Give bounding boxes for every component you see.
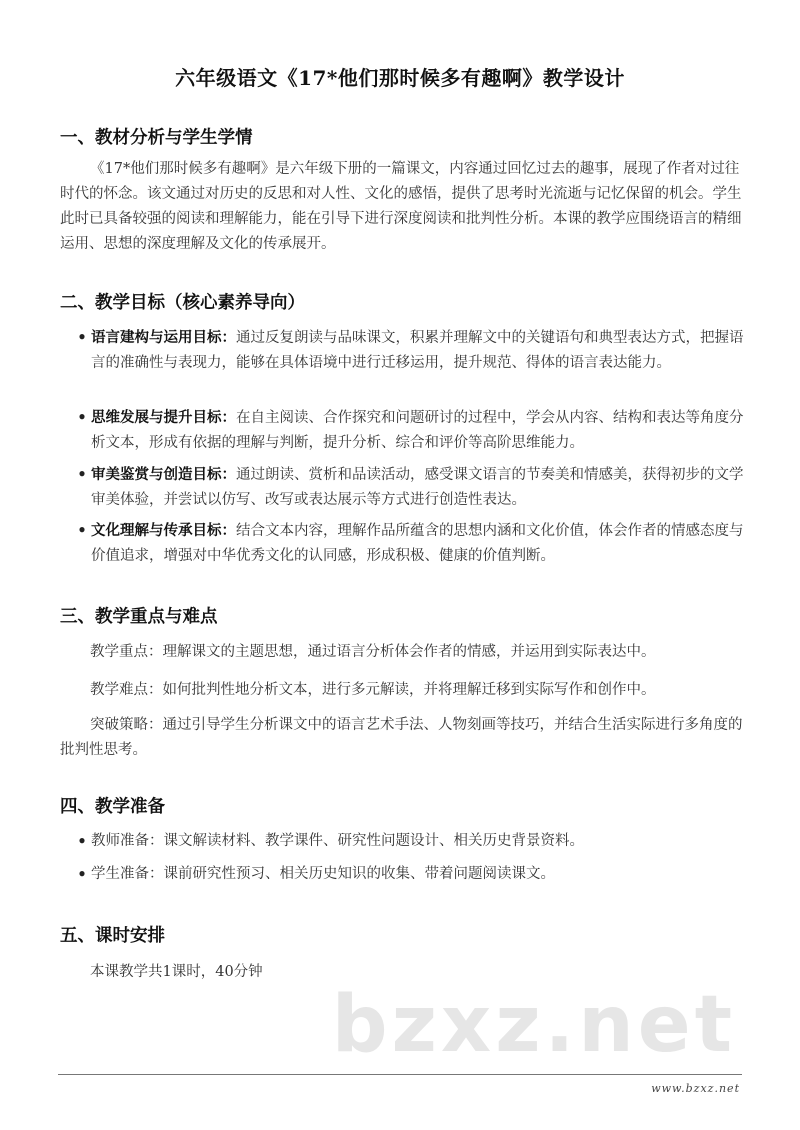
objective-label: 审美鉴赏与创造目标：: [91, 466, 236, 483]
objective-text: 通过朗读、赏析和品读活动，感受课文语言的节奏美和情感美，获得初步的文学审美体验，并尝试以仿写、改写或表达展示等方式进行创造性表达。: [91, 467, 744, 508]
footer-divider: [58, 1074, 742, 1075]
footer-url: www.bzxz.net: [651, 1082, 740, 1095]
preparation-text: 学生准备：课前研究性预习、相关历史知识的收集、带着问题阅读课文。: [91, 866, 555, 882]
preparation-item: [75, 862, 750, 887]
bullet-dot: •: [77, 466, 87, 483]
section-heading-5: 五、课时安排: [60, 926, 165, 946]
section-1-paragraph: 《17*他们那时候多有趣啊》是六年级下册的一篇课文，内容通过回忆过去的趣事，展现了作者对过往时代的怀念。该文通过对历史的反思和对人性、文化的感悟，提供了思考时光流逝与记忆保留的机会。学生此时已具备较强的阅读和理解能力，能在引导下进行深度阅读和批判性分析。本课的教学应围绕语言的精细运用、思想的深度理解及文化的传承展开。: [60, 161, 742, 252]
document-title: 六年级语文《17*他们那时候多有趣啊》教学设计: [175, 66, 625, 90]
preparation-text: 教师准备：课文解读材料、教学课件、研究性问题设计、相关历史背景资料。: [91, 833, 584, 849]
bullet-dot: •: [77, 329, 87, 346]
section-heading-2: 二、教学目标（核心素养导向）: [60, 293, 305, 313]
section-heading-1: 一、教材分析与学生学情: [60, 128, 253, 148]
objective-item: [75, 518, 750, 569]
bullet-dot: •: [77, 409, 87, 426]
objective-item: [75, 325, 750, 376]
bullet-dot: •: [77, 866, 87, 883]
lesson-schedule: 本课教学共1课时，40分钟: [90, 964, 263, 980]
objective-label: 语言建构与运用目标：: [91, 329, 236, 346]
preparation-item: [75, 829, 750, 854]
breakthrough-strategy: 突破策略：通过引导学生分析课文中的语言艺术手法、人物刻画等技巧，并结合生活实际进行多角度的批判性思考。: [60, 717, 743, 758]
objective-item: [75, 405, 750, 456]
teaching-difficulty: 教学难点：如何批判性地分析文本，进行多元解读，并将理解迁移到实际写作和创作中。: [90, 682, 656, 698]
watermark: bzxz.net: [331, 980, 736, 1070]
section-heading-3: 三、教学重点与难点: [60, 607, 218, 627]
objective-label: 思维发展与提升目标：: [91, 409, 236, 426]
teaching-key-point: 教学重点：理解课文的主题思想，通过语言分析体会作者的情感，并运用到实际表达中。: [90, 644, 656, 660]
objective-text: 通过反复朗读与品味课文，积累并理解文中的关键语句和典型表达方式，把握语言的准确性与表现力，能够在具体语境中进行迁移运用，提升规范、得体的语言表达能力。: [91, 330, 744, 371]
objective-text: 在自主阅读、合作探究和问题研讨的过程中，学会从内容、结构和表达等角度分析文本，形成有依据的理解与判断，提升分析、综合和评价等高阶思维能力。: [91, 410, 744, 451]
objective-label: 文化理解与传承目标：: [91, 522, 236, 539]
objective-item: [75, 462, 750, 513]
objective-text: 结合文本内容，理解作品所蕴含的思想内涵和文化价值，体会作者的情感态度与价值追求，增强对中华优秀文化的认同感，形成积极、健康的价值判断。: [91, 523, 744, 564]
section-heading-4: 四、教学准备: [60, 797, 165, 817]
bullet-dot: •: [77, 833, 87, 850]
bullet-dot: •: [77, 522, 87, 539]
